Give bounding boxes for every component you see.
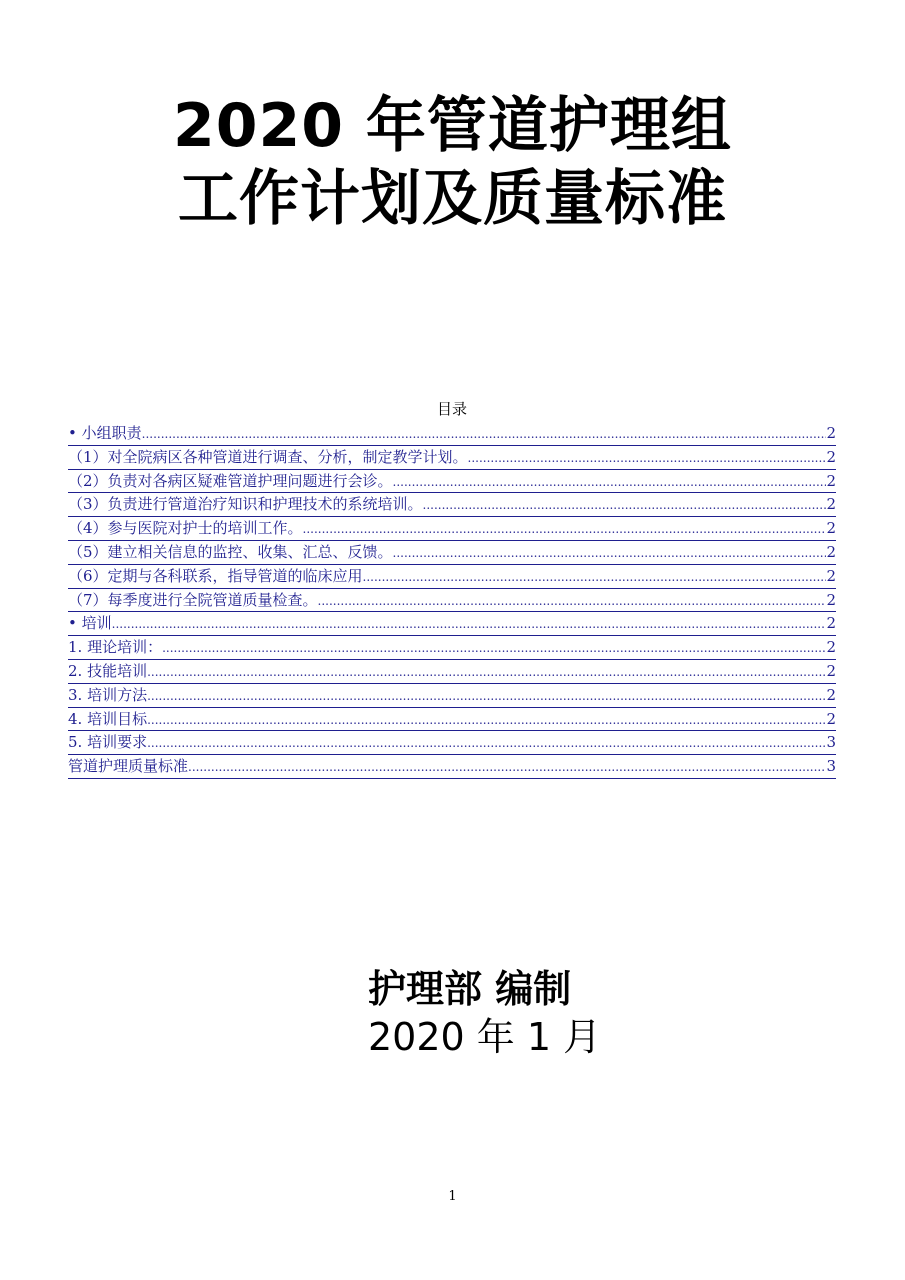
toc-entry[interactable] — [68, 446, 836, 470]
toc-leader-dots — [142, 423, 827, 445]
toc-leader-dots — [162, 637, 826, 659]
toc-entry-page: 3 — [826, 757, 836, 776]
toc-list — [68, 422, 836, 779]
toc-leader-dots — [147, 661, 826, 683]
toc-entry-page: 2 — [826, 447, 836, 466]
toc-entry[interactable] — [68, 589, 836, 613]
toc-entry-label: • 小组职责 — [68, 424, 142, 442]
toc-leader-dots — [393, 471, 827, 493]
toc-entry-label: （3）负责进行管道治疗知识和护理技术的系统培训。 — [68, 495, 423, 514]
toc-entry-label: （6）定期与各科联系，指导管道的临床应用 — [68, 566, 363, 585]
toc-entry[interactable] — [68, 660, 836, 684]
toc-entry-page: 2 — [826, 566, 836, 585]
toc-entry-page: 3 — [826, 733, 836, 752]
toc-entry[interactable] — [68, 755, 836, 779]
toc-entry-label: 管道护理质量标准 — [68, 757, 189, 776]
toc-entry-label: （7）每季度进行全院管道质量检查。 — [68, 590, 318, 609]
toc-leader-dots — [363, 566, 827, 588]
toc-leader-dots — [393, 542, 827, 564]
page-number: 1 — [448, 1189, 457, 1204]
toc-entry-label: （5）建立相关信息的监控、收集、汇总、反馈。 — [68, 542, 393, 561]
toc-entry-page: 2 — [826, 424, 836, 442]
toc-entry[interactable] — [68, 470, 836, 494]
toc-entry-label: 1. 理论培训： — [68, 638, 163, 657]
toc-leader-dots — [147, 709, 826, 731]
toc-leader-dots — [303, 518, 827, 540]
toc-entry-label: （4）参与医院对护士的培训工作。 — [68, 519, 303, 538]
toc-entry-label: • 培训 — [68, 614, 112, 633]
toc-leader-dots — [188, 756, 826, 778]
toc-entry-page: 2 — [826, 471, 836, 490]
toc-entry-label: （2）负责对各病区疑难管道护理问题进行会诊。 — [68, 471, 393, 490]
toc-entry-label: 2. 技能培训 — [68, 661, 148, 680]
document-title-line-1: 2020 年管道护理组 — [173, 91, 732, 161]
toc-entry[interactable] — [68, 493, 836, 517]
toc-leader-dots — [423, 494, 827, 516]
document-title-line-2: 工作计划及质量标准 — [178, 164, 727, 234]
toc-entry-page: 2 — [826, 685, 836, 704]
toc-entry[interactable] — [68, 731, 836, 755]
toc-entry-label: 3. 培训方法 — [68, 685, 148, 704]
toc-entry-label: 4. 培训目标 — [68, 709, 148, 728]
toc-heading: 目录 — [436, 400, 467, 418]
toc-entry[interactable] — [68, 708, 836, 732]
toc-entry-label: （1）对全院病区各种管道进行调查、分析，制定教学计划。 — [68, 447, 468, 466]
toc-entry-page: 2 — [826, 519, 836, 538]
toc-entry-label: 5. 培训要求 — [68, 733, 148, 752]
toc-entry[interactable] — [68, 684, 836, 708]
toc-entry-page: 2 — [826, 661, 836, 680]
toc-entry-page: 2 — [826, 638, 836, 657]
toc-entry-page: 2 — [826, 614, 836, 633]
table-of-contents — [68, 398, 836, 779]
toc-entry[interactable] — [68, 517, 836, 541]
toc-leader-dots — [147, 685, 826, 707]
toc-leader-dots — [147, 732, 826, 754]
toc-leader-dots — [112, 613, 827, 635]
compiled-date-line: 2020 年 1 月 — [368, 1015, 602, 1059]
toc-entry-page: 2 — [826, 542, 836, 561]
toc-entry[interactable] — [68, 541, 836, 565]
toc-entry-page: 2 — [826, 590, 836, 609]
toc-entry-page: 2 — [826, 709, 836, 728]
toc-entry[interactable] — [68, 422, 836, 446]
toc-leader-dots — [318, 590, 827, 612]
toc-entry-page: 2 — [826, 495, 836, 514]
compiled-by-line: 护理部 编制 — [368, 967, 572, 1011]
toc-entry[interactable] — [68, 636, 836, 660]
toc-entry[interactable] — [68, 612, 836, 636]
toc-leader-dots — [468, 447, 827, 469]
toc-entry[interactable] — [68, 565, 836, 589]
